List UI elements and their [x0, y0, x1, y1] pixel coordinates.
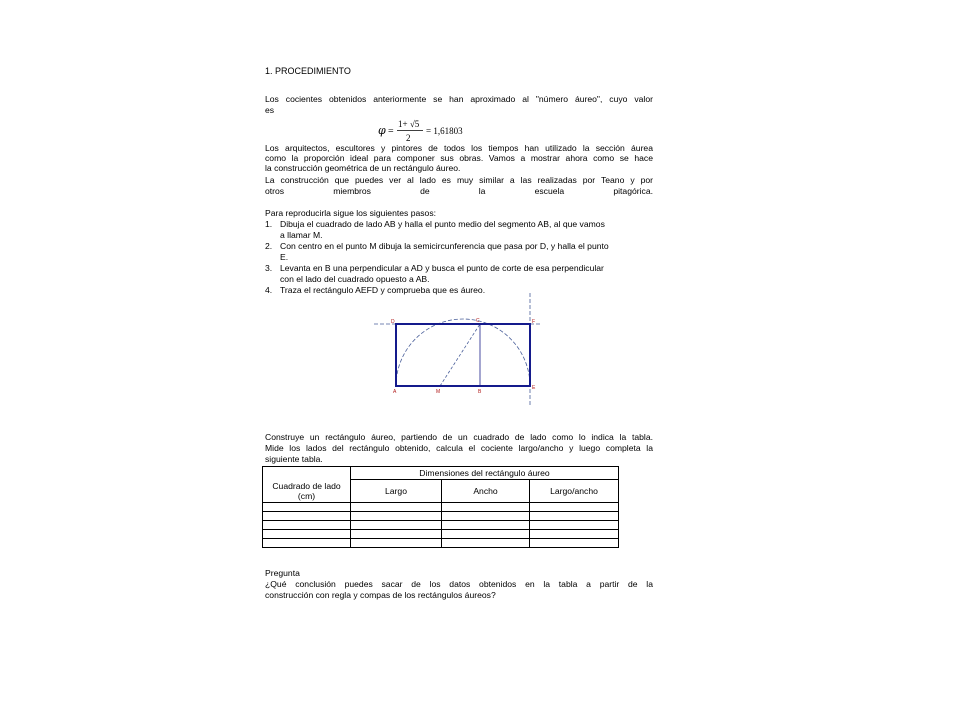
question-title: Pregunta	[265, 568, 300, 578]
golden-rectangle	[396, 324, 530, 386]
semicircle-arc	[396, 319, 530, 386]
construye-line-1: Construye un rectángulo áureo, partiendo de un cuadrado de lado como lo indica la tabla.	[265, 432, 653, 442]
label-c: C	[476, 318, 480, 324]
step-2: 2. Con centro en el punto M dibuja la semicircunferencia que pasa por D, y halla el punto E.	[265, 241, 609, 262]
table-row	[263, 512, 619, 521]
question-line-1: ¿Qué conclusión puedes sacar de los datos obtenidos en la tabla a partir de la	[265, 579, 653, 589]
intro-line-2: es	[265, 105, 275, 115]
table-header-ratio: Largo/ancho	[530, 480, 619, 503]
label-d: D	[391, 319, 395, 325]
paragraph2-line-1: Los arquitectos, escultores y pintores de todos los tiempos han utilizado la sección áurea	[265, 143, 653, 153]
paragraph2-line-3: la construcción geométrica de un rectángulo áureo.	[265, 163, 461, 173]
intro-line-1: Los cocientes obtenidos anteriormente se han aproximado al "número áureo", cuyo valor	[265, 94, 653, 104]
table-row	[263, 503, 619, 512]
label-f: F	[532, 319, 536, 325]
label-a: A	[393, 389, 397, 395]
section-title: 1. PROCEDIMIENTO	[265, 66, 351, 76]
step-3: 3. Levanta en B una perpendicular a AD y busca el punto de corte de esa perpendicular con el lado del cuadrado opuesto a AB.	[265, 263, 604, 284]
table-header-largo: Largo	[351, 480, 442, 503]
table-header-square-side: Cuadrado de lado (cm)	[263, 480, 351, 503]
dimensions-table	[262, 466, 619, 548]
mc-dashed-line	[440, 324, 480, 386]
paragraph3-line-2: otros miembros de la escuela pitagórica.	[265, 186, 653, 196]
steps-intro: Para reproducirla sigue los siguientes pasos:	[265, 208, 437, 218]
table-row	[263, 539, 619, 548]
table-header-ancho: Ancho	[442, 480, 530, 503]
step-1: 1. Dibuja el cuadrado de lado AB y halla el punto medio del segmento AB, al que vamos a llamar M.	[265, 219, 605, 240]
construye-line-3: siguiente tabla.	[265, 454, 323, 464]
steps-list	[265, 219, 653, 296]
formula-value: = 1,61803	[426, 126, 463, 136]
table-row	[263, 521, 619, 530]
golden-ratio-formula	[376, 118, 486, 144]
formula-numerator: 1+ √5	[398, 119, 420, 129]
construye-line-2: Mide los lados del rectángulo obtenido, calcula el cociente largo/ancho y luego completa la	[265, 443, 653, 453]
label-b: B	[478, 389, 482, 395]
formula-equals: =	[388, 126, 394, 137]
paragraph3-line-1: La construcción que puedes ver al lado es muy similar a las realizadas por Teano y por	[265, 175, 653, 185]
phi-symbol: φ	[378, 124, 386, 137]
label-e: E	[532, 385, 536, 391]
table-row	[263, 530, 619, 539]
golden-rectangle-figure	[368, 291, 568, 406]
table-corner-cell	[263, 467, 351, 480]
table-group-header: Dimensiones del rectángulo áureo	[351, 467, 619, 480]
step-4: 4. Traza el rectángulo AEFD y comprueba que es áureo.	[265, 285, 486, 295]
question-line-2: construcción con regla y compas de los rectángulos áureos?	[265, 590, 496, 600]
paragraph2-line-2: como la proporción ideal para componer sus obras. Vamos a mostrar ahora como se hace	[265, 153, 653, 163]
label-m: M	[436, 389, 441, 395]
formula-denominator: 2	[406, 133, 411, 143]
